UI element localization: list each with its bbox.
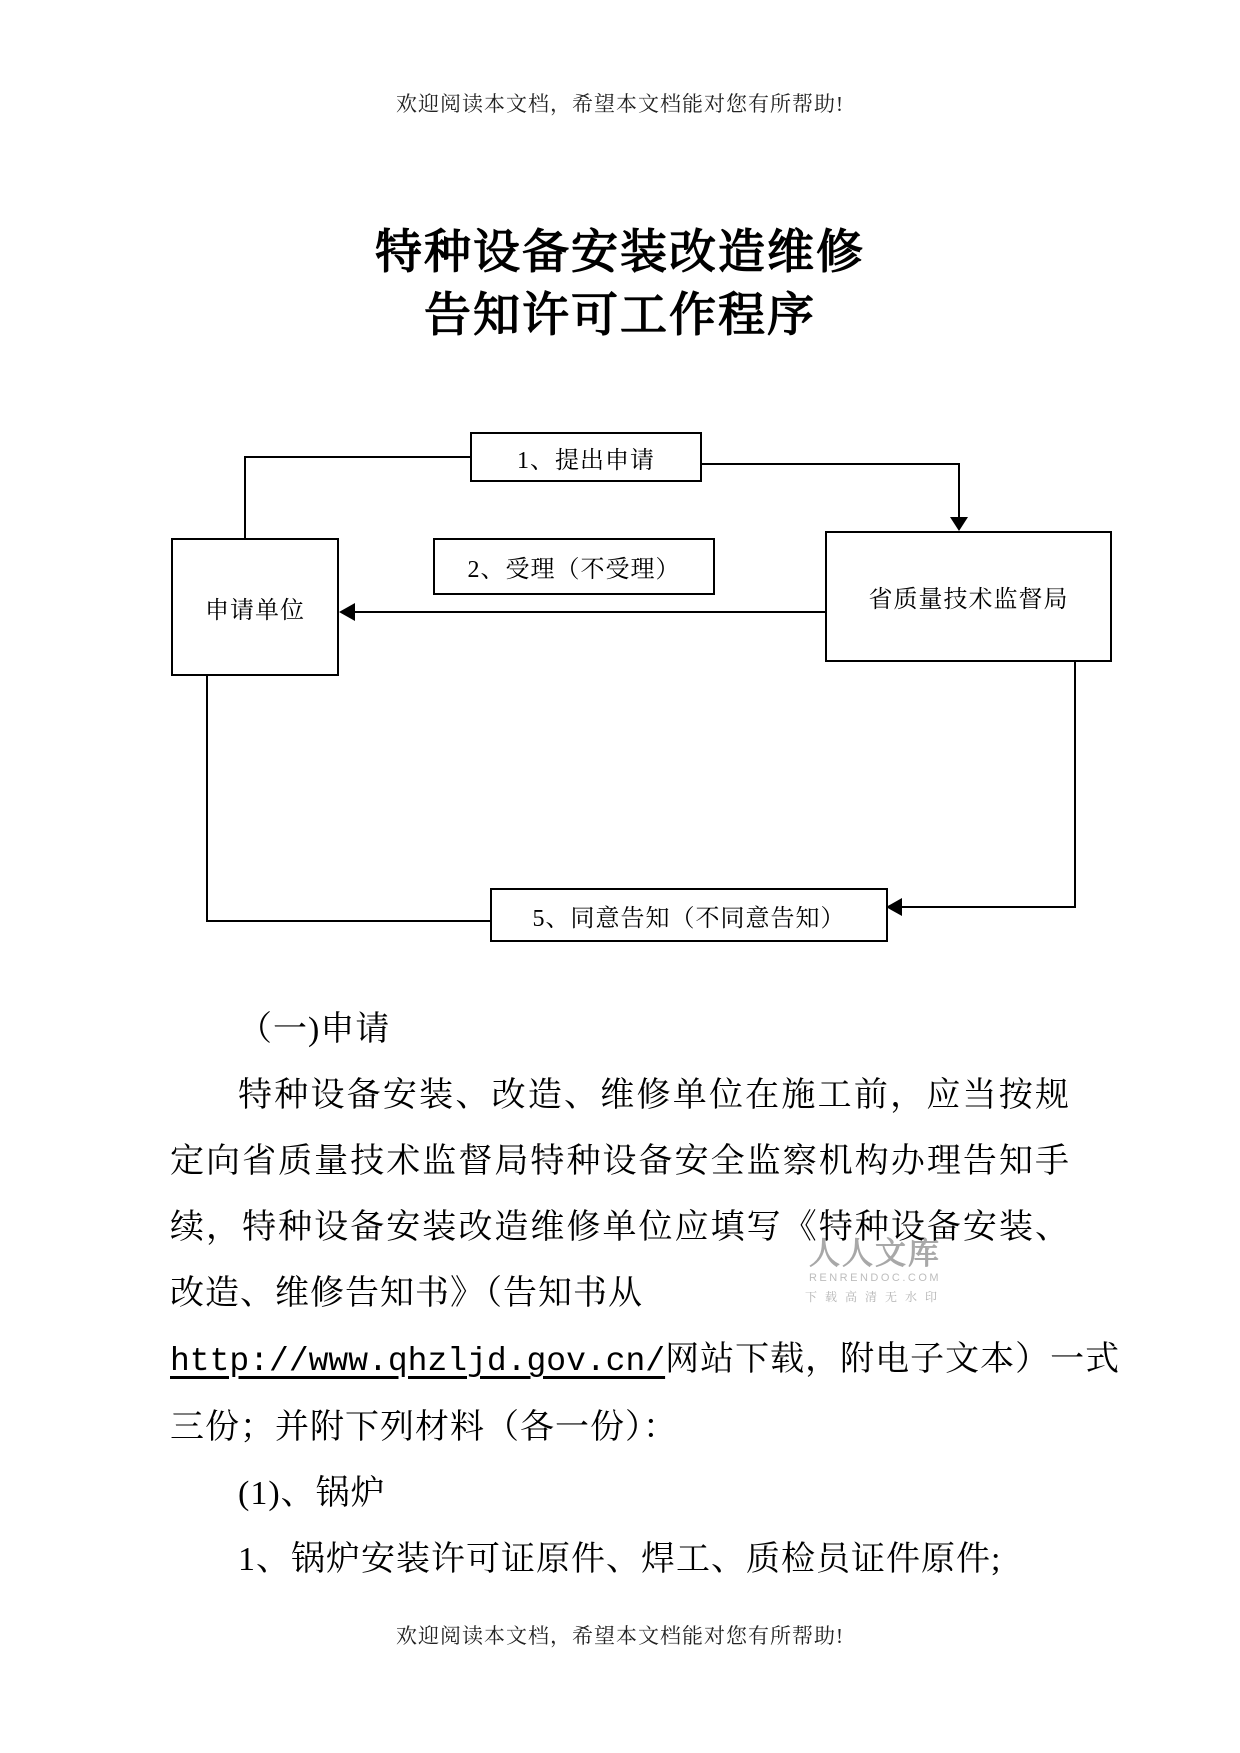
flow-line-bureau-to-applicant bbox=[352, 611, 825, 613]
arrowhead-down-into-bureau bbox=[950, 517, 968, 531]
flow-line-step1-to-applicant-h bbox=[244, 456, 470, 458]
flow-box-applicant bbox=[171, 538, 339, 676]
footer-note: 欢迎阅读本文档，希望本文档能对您有所帮助! bbox=[396, 1624, 844, 1648]
body-line-heading-apply: （一)申请 bbox=[238, 1011, 391, 1048]
arrowhead-left-into-step5 bbox=[886, 898, 902, 916]
flow-box-step1-label: 1、提出申请 bbox=[517, 447, 655, 474]
header-note: 欢迎阅读本文档，希望本文档能对您有所帮助! bbox=[396, 92, 844, 116]
body-line: 续，特种设备安装改造维修单位应填写《特种设备安装、 bbox=[170, 1209, 1070, 1246]
page-title bbox=[0, 220, 1240, 346]
body-line-url-suffix: 网站下载，附电子文本）一式 bbox=[665, 1341, 1121, 1378]
body-line: 三份；并附下列材料（各一份）： bbox=[170, 1409, 678, 1446]
flow-line-bureau-to-step5-h bbox=[898, 906, 1076, 908]
flow-box-bureau-label: 省质量技术监督局 bbox=[868, 587, 1069, 613]
flow-line-step1-to-bureau-v bbox=[958, 463, 960, 519]
body-line: 特种设备安装、改造、维修单位在施工前，应当按规 bbox=[238, 1077, 1070, 1114]
body-line: 定向省质量技术监督局特种设备安全监察机构办理告知手 bbox=[170, 1143, 1070, 1180]
download-url-link[interactable]: http://www.qhzljd.gov.cn/ bbox=[170, 1343, 666, 1380]
watermark-domain: RENRENDOC.COM bbox=[808, 1272, 942, 1284]
flow-line-step1-to-applicant-v bbox=[244, 456, 246, 540]
arrowhead-left-into-applicant bbox=[339, 603, 355, 621]
body-line-heading-boiler: (1)、锅炉 bbox=[238, 1475, 386, 1512]
flow-box-step2-label: 2、受理（不受理） bbox=[467, 557, 681, 583]
watermark-tagline: 下载高清无水印 bbox=[804, 1290, 945, 1304]
title-line-1: 特种设备安装改造维修 bbox=[375, 225, 865, 278]
body-line: 改造、维修告知书》（告知书从 bbox=[170, 1275, 643, 1312]
body-line: 1、锅炉安装许可证原件、焊工、质检员证件原件; bbox=[238, 1541, 1002, 1578]
flow-line-applicant-to-step5-h bbox=[206, 920, 492, 922]
flow-box-step5 bbox=[490, 888, 888, 942]
body-line-with-url bbox=[170, 1327, 1121, 1395]
flow-box-applicant-label: 申请单位 bbox=[205, 597, 305, 624]
watermark-brand: 人人文库 bbox=[809, 1236, 941, 1271]
title-line-2: 告知许可工作程序 bbox=[424, 288, 816, 341]
flow-line-applicant-down-v bbox=[206, 672, 208, 922]
flow-box-step2 bbox=[433, 538, 715, 595]
body-paragraphs bbox=[170, 997, 1121, 1593]
flow-box-bureau bbox=[825, 531, 1112, 662]
flow-line-bureau-down-v bbox=[1074, 658, 1076, 907]
flow-line-step1-to-bureau-h bbox=[698, 463, 960, 465]
flow-box-step1 bbox=[470, 432, 702, 482]
flow-box-step5-label: 5、同意告知（不同意告知） bbox=[532, 905, 846, 932]
